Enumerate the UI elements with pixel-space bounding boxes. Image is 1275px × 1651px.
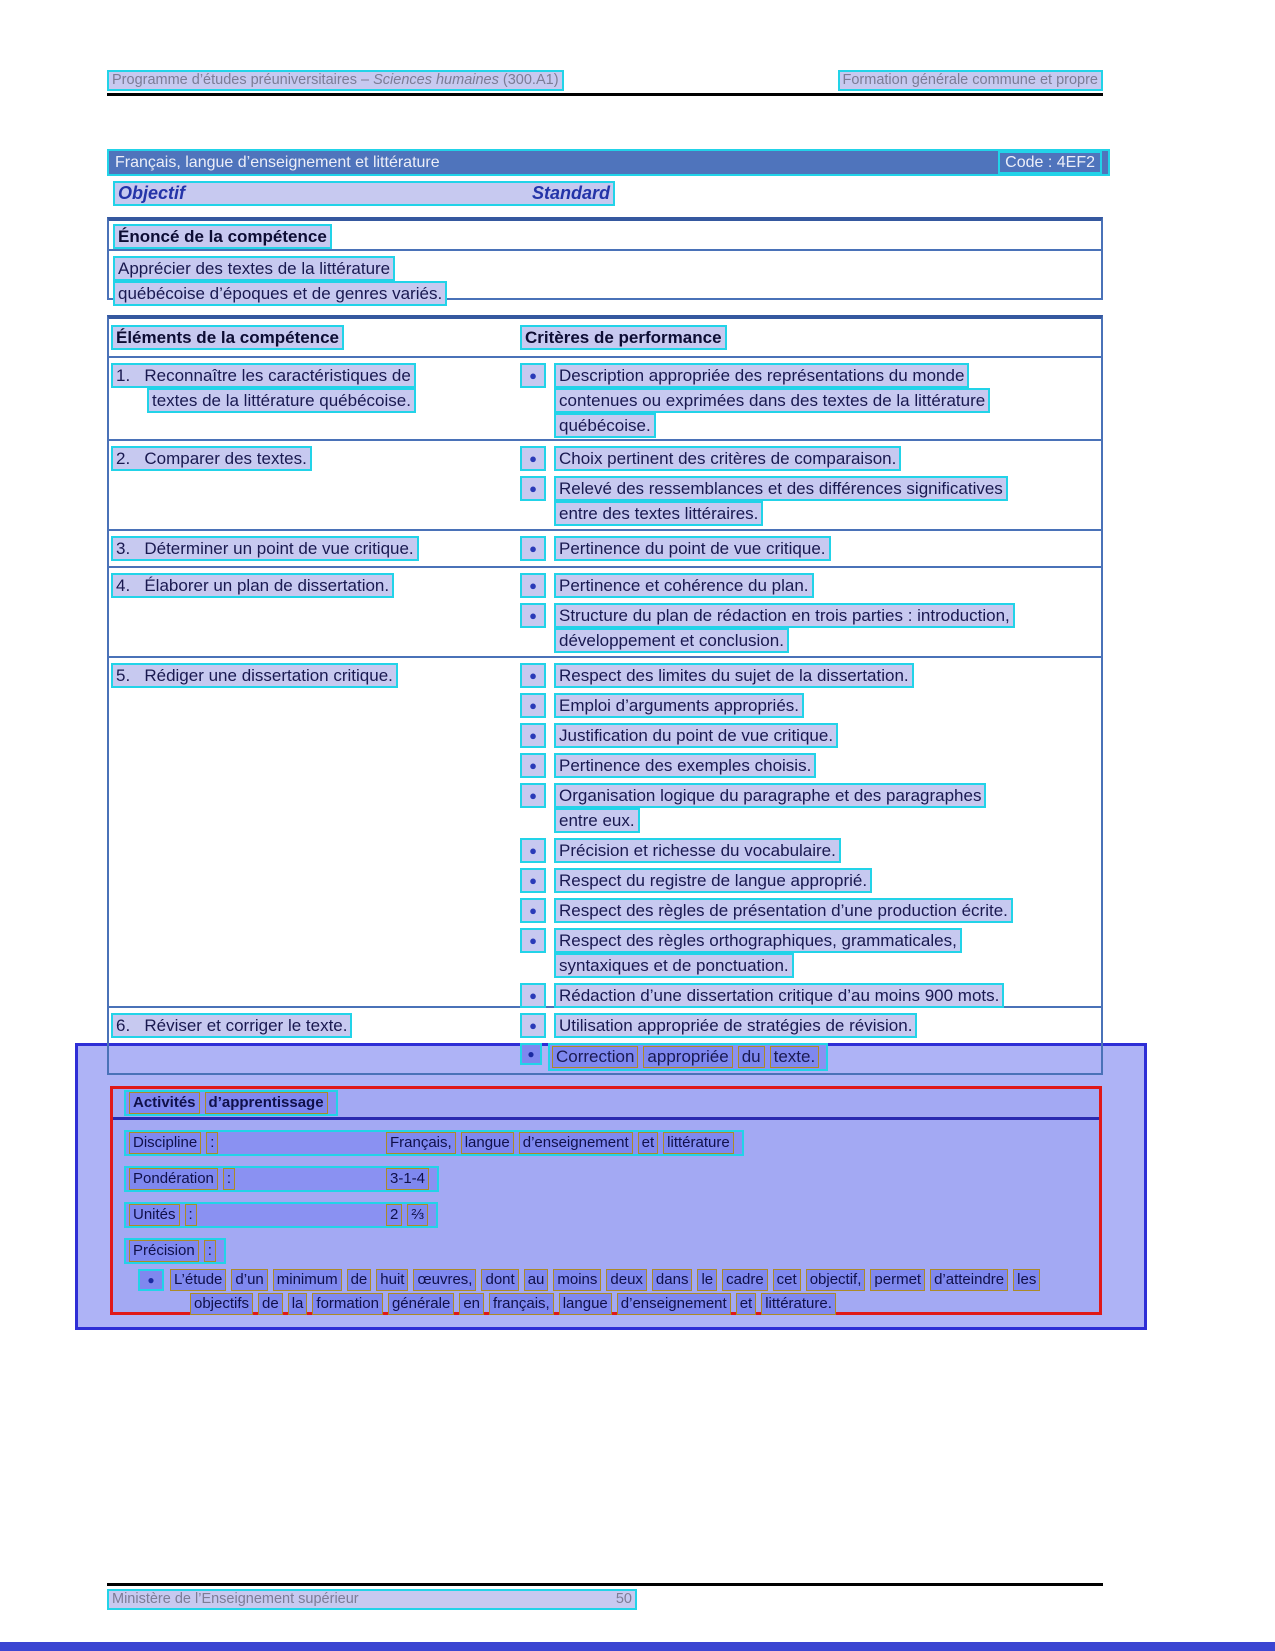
activities-box <box>110 1086 1102 1315</box>
criteria-line <box>520 838 1101 863</box>
document-title: Français, langue d’enseignement et littérature <box>115 153 440 171</box>
footer-highlight <box>107 1589 637 1610</box>
highlighted-line: développement et conclusion. <box>554 628 789 653</box>
highlighted-line: Précision et richesse du vocabulaire. <box>554 838 841 863</box>
word-box: d’enseignement <box>617 1293 731 1315</box>
word-box: objectifs <box>190 1293 253 1315</box>
highlighted-line: contenues ou exprimées dans des textes de la littérature <box>554 388 990 413</box>
activities-heading-highlight <box>124 1090 338 1116</box>
bullet-icon: ● <box>520 573 546 598</box>
criteria-line <box>520 983 1101 1008</box>
field-line <box>124 1166 439 1192</box>
word-box: littérature. <box>761 1293 836 1315</box>
highlighted-line: Relevé des ressemblances et des différences significatives <box>554 476 1008 501</box>
field-colon: : <box>223 1168 235 1190</box>
criteria-item <box>520 753 1101 778</box>
highlighted-line: Description appropriée des représentations du monde <box>554 363 969 388</box>
window-edge <box>0 1642 1275 1651</box>
highlighted-line: Respect des règles de présentation d’une production écrite. <box>554 898 1013 923</box>
highlighted-line: Structure du plan de rédaction en trois parties : introduction, <box>554 603 1015 628</box>
page-header <box>107 70 1103 91</box>
criteria-line <box>520 753 1101 778</box>
criteria-line <box>520 868 1101 893</box>
activity-field-row <box>124 1238 1099 1264</box>
field-line <box>124 1202 438 1228</box>
table-row <box>109 529 1101 566</box>
table-header-row <box>109 319 1101 356</box>
criteria-line <box>520 446 1101 471</box>
element-line <box>111 573 520 598</box>
element-cell <box>109 573 520 656</box>
criteria-line <box>520 363 1101 388</box>
highlighted-line: Respect des limites du sujet de la dissertation. <box>554 663 914 688</box>
footer-rule <box>107 1583 1103 1586</box>
highlighted-line: textes de la littérature québécoise. <box>147 388 416 413</box>
criteria-item <box>520 693 1101 718</box>
criteria-cell <box>520 446 1101 529</box>
bullet-icon: ● <box>520 446 546 471</box>
document-code: Code : 4EF2 <box>998 151 1102 174</box>
table-row <box>109 439 1101 529</box>
header-left-code: (300.A1) <box>498 72 559 88</box>
highlighted-line: 1. Reconnaître les caractéristiques de <box>111 363 416 388</box>
precision-paragraph <box>138 1269 1099 1317</box>
bullet-icon: ● <box>520 536 546 561</box>
bullet-icon: ● <box>520 928 546 953</box>
criteria-item <box>520 663 1101 688</box>
page-number: 50 <box>615 1591 632 1607</box>
criteria-line <box>554 953 1101 978</box>
bullet-icon: ● <box>520 603 546 628</box>
criteria-item <box>520 1043 1101 1068</box>
word-box: dont <box>481 1269 518 1291</box>
criteria-header: Critères de performance <box>520 325 727 350</box>
highlighted-line: 4. Élaborer un plan de dissertation. <box>111 573 394 598</box>
highlighted-line: québécoise. <box>554 413 656 438</box>
bullet-icon: ● <box>520 663 546 688</box>
activities-body <box>113 1130 1099 1317</box>
field-colon: : <box>185 1204 197 1226</box>
bullet-icon: ● <box>520 868 546 893</box>
word-box: le <box>697 1269 717 1291</box>
element-line <box>111 536 520 561</box>
element-cell <box>109 446 520 529</box>
criteria-line <box>554 501 1101 526</box>
criteria-item <box>520 476 1101 526</box>
highlighted-line: Justification du point de vue critique. <box>554 723 838 748</box>
activity-field-row <box>124 1130 1099 1156</box>
objectif-standard-row <box>113 181 615 206</box>
criteria-item <box>520 868 1101 893</box>
highlighted-line: Organisation logique du paragraphe et des paragraphes <box>554 783 986 808</box>
word-box: au <box>524 1269 549 1291</box>
word-box: dans <box>652 1269 693 1291</box>
element-cell <box>109 1013 520 1078</box>
criteria-line <box>520 1043 1101 1068</box>
highlighted-line: Pertinence et cohérence du plan. <box>554 573 814 598</box>
element-line <box>147 388 520 413</box>
bullet-icon: ● <box>520 838 546 863</box>
precision-line <box>190 1293 1099 1317</box>
criteria-item <box>520 838 1101 863</box>
word-box: texte. <box>770 1046 820 1068</box>
bullet-icon: ● <box>520 723 546 748</box>
highlighted-line: 6. Réviser et corriger le texte. <box>111 1013 352 1038</box>
element-cell <box>109 363 520 439</box>
criteria-item <box>520 928 1101 978</box>
field-value-word: langue <box>461 1132 514 1154</box>
word-box: en <box>459 1293 484 1315</box>
word-box: cadre <box>722 1269 768 1291</box>
bullet-icon: ● <box>520 753 546 778</box>
field-label-area <box>129 1168 386 1190</box>
competence-table <box>107 315 1103 1075</box>
element-line <box>111 663 520 688</box>
criteria-item <box>520 536 1101 561</box>
footer-text: Ministère de l’Enseignement supérieur <box>112 1591 359 1607</box>
criteria-line <box>554 413 1101 438</box>
criteria-item <box>520 446 1101 471</box>
enonce-line <box>113 256 1101 281</box>
highlighted-line: Respect des règles orthographiques, grammaticales, <box>554 928 962 953</box>
enonce-heading: Énoncé de la compétence <box>113 224 332 249</box>
word-box: appropriée <box>643 1046 732 1068</box>
criteria-line <box>520 898 1101 923</box>
criteria-item <box>520 983 1101 1008</box>
criteria-item <box>520 898 1101 923</box>
field-label-area <box>129 1204 386 1226</box>
word-box: formation <box>312 1293 383 1315</box>
header-right: Formation générale commune et propre <box>838 70 1104 91</box>
activity-field-row <box>124 1166 1099 1192</box>
elements-header: Éléments de la compétence <box>111 325 344 350</box>
criteria-line <box>520 573 1101 598</box>
criteria-line <box>520 693 1101 718</box>
criteria-item <box>520 573 1101 598</box>
word-box: œuvres, <box>413 1269 476 1291</box>
criteria-line <box>520 1013 1101 1038</box>
word-boxed-line <box>548 1043 828 1071</box>
bullet-icon: ● <box>520 783 546 808</box>
field-value-word: et <box>638 1132 659 1154</box>
enonce-box <box>107 217 1103 303</box>
criteria-item <box>520 363 1101 438</box>
title-bar <box>107 149 1110 176</box>
word-box: moins <box>553 1269 601 1291</box>
criteria-item <box>520 1013 1101 1038</box>
criteria-line <box>520 536 1101 561</box>
field-value-word: ⅔ <box>407 1204 428 1226</box>
element-line <box>111 446 520 471</box>
bullet-icon: ● <box>520 476 546 501</box>
criteria-cell <box>520 573 1101 656</box>
table-row <box>109 566 1101 656</box>
highlighted-line: 2. Comparer des textes. <box>111 446 312 471</box>
word-box: langue <box>559 1293 612 1315</box>
bullet-icon: ● <box>520 1043 542 1065</box>
highlighted-line: Emploi d’arguments appropriés. <box>554 693 804 718</box>
word-box: Correction <box>552 1046 638 1068</box>
enonce-line <box>113 281 1101 306</box>
criteria-header-cell <box>520 325 1101 356</box>
element-cell <box>109 663 520 1006</box>
precision-line <box>138 1269 1099 1293</box>
activities-heading-row <box>113 1089 1099 1120</box>
criteria-line <box>520 476 1101 501</box>
highlighted-line: québécoise d’époques et de genres variés. <box>113 281 447 306</box>
criteria-item <box>520 783 1101 833</box>
enonce-header-row <box>109 221 1101 251</box>
field-label: Discipline <box>129 1132 201 1154</box>
highlighted-line: Rédaction d’une dissertation critique d’au moins 900 mots. <box>554 983 1004 1008</box>
word-box: d’atteindre <box>930 1269 1008 1291</box>
word-box: d’un <box>231 1269 267 1291</box>
field-label: Pondération <box>129 1168 218 1190</box>
word-box: du <box>738 1046 765 1068</box>
highlighted-line: entre des textes littéraires. <box>554 501 763 526</box>
table-row <box>109 656 1101 1006</box>
field-value-word: 2 <box>386 1204 402 1226</box>
header-left-italic: Sciences humaines <box>373 72 499 88</box>
activity-field-row <box>124 1202 1099 1228</box>
word-box: huit <box>376 1269 408 1291</box>
field-line <box>124 1238 226 1264</box>
word-box: objectif, <box>806 1269 866 1291</box>
criteria-item <box>520 723 1101 748</box>
objectif-standard-highlight <box>113 181 615 206</box>
field-value-word: 3-1-4 <box>386 1168 429 1190</box>
word-box: de <box>347 1269 372 1291</box>
word-box: la <box>288 1293 308 1315</box>
field-colon: : <box>206 1132 218 1154</box>
criteria-line <box>554 808 1101 833</box>
criteria-cell <box>520 1013 1101 1078</box>
field-value-word: Français, <box>386 1132 456 1154</box>
word-box: de <box>258 1293 283 1315</box>
field-value-word: littérature <box>663 1132 734 1154</box>
table-row <box>109 1006 1101 1078</box>
highlighted-line: entre eux. <box>554 808 640 833</box>
field-label: Précision <box>129 1240 199 1262</box>
word-box: et <box>736 1293 757 1315</box>
word-box: permet <box>870 1269 925 1291</box>
word-box: minimum <box>273 1269 342 1291</box>
criteria-item <box>520 603 1101 653</box>
enonce-body <box>109 251 1101 306</box>
element-line <box>111 363 520 388</box>
header-left-text: Programme d’études préuniversitaires – <box>112 72 374 88</box>
criteria-line <box>520 603 1101 628</box>
page-footer <box>107 1589 637 1610</box>
highlighted-line: 3. Déterminer un point de vue critique. <box>111 536 419 561</box>
field-colon: : <box>204 1240 216 1262</box>
field-label-area <box>129 1132 386 1154</box>
highlighted-line: Pertinence des exemples choisis. <box>554 753 816 778</box>
objectif-label: Objectif <box>118 183 186 203</box>
header-left <box>107 70 564 91</box>
field-line <box>124 1130 744 1156</box>
word-box: L’étude <box>170 1269 226 1291</box>
element-cell <box>109 536 520 566</box>
criteria-line <box>520 723 1101 748</box>
criteria-cell <box>520 536 1101 566</box>
criteria-line <box>520 928 1101 953</box>
bullet-icon: ● <box>520 363 546 388</box>
word-box: les <box>1013 1269 1040 1291</box>
bullet-icon: ● <box>520 1013 546 1038</box>
criteria-line <box>554 628 1101 653</box>
highlighted-line: Pertinence du point de vue critique. <box>554 536 831 561</box>
bullet-icon: ● <box>520 983 546 1008</box>
heading-word-box: Activités <box>129 1092 200 1114</box>
header-rule <box>107 93 1103 96</box>
bullet-icon: ● <box>520 693 546 718</box>
field-value-word: d’enseignement <box>519 1132 633 1154</box>
table-row <box>109 356 1101 439</box>
highlighted-line: Respect du registre de langue approprié. <box>554 868 872 893</box>
criteria-cell <box>520 663 1101 1006</box>
heading-word-box: d’apprentissage <box>205 1092 328 1114</box>
standard-label: Standard <box>532 183 611 203</box>
word-box: générale <box>388 1293 454 1315</box>
word-box: deux <box>606 1269 647 1291</box>
word-box: cet <box>773 1269 801 1291</box>
criteria-cell <box>520 363 1101 439</box>
highlighted-line: Choix pertinent des critères de comparaison. <box>554 446 901 471</box>
criteria-line <box>554 388 1101 413</box>
highlighted-line: 5. Rédiger une dissertation critique. <box>111 663 398 688</box>
highlighted-line: Apprécier des textes de la littérature <box>113 256 395 281</box>
criteria-line <box>520 783 1101 808</box>
field-label: Unités <box>129 1204 180 1226</box>
highlighted-line: Utilisation appropriée de stratégies de révision. <box>554 1013 917 1038</box>
word-box: français, <box>489 1293 554 1315</box>
elements-header-cell <box>109 325 520 356</box>
highlighted-line: syntaxiques et de ponctuation. <box>554 953 794 978</box>
bullet-icon: ● <box>138 1269 164 1291</box>
bullet-icon: ● <box>520 898 546 923</box>
criteria-line <box>520 663 1101 688</box>
element-line <box>111 1013 520 1038</box>
